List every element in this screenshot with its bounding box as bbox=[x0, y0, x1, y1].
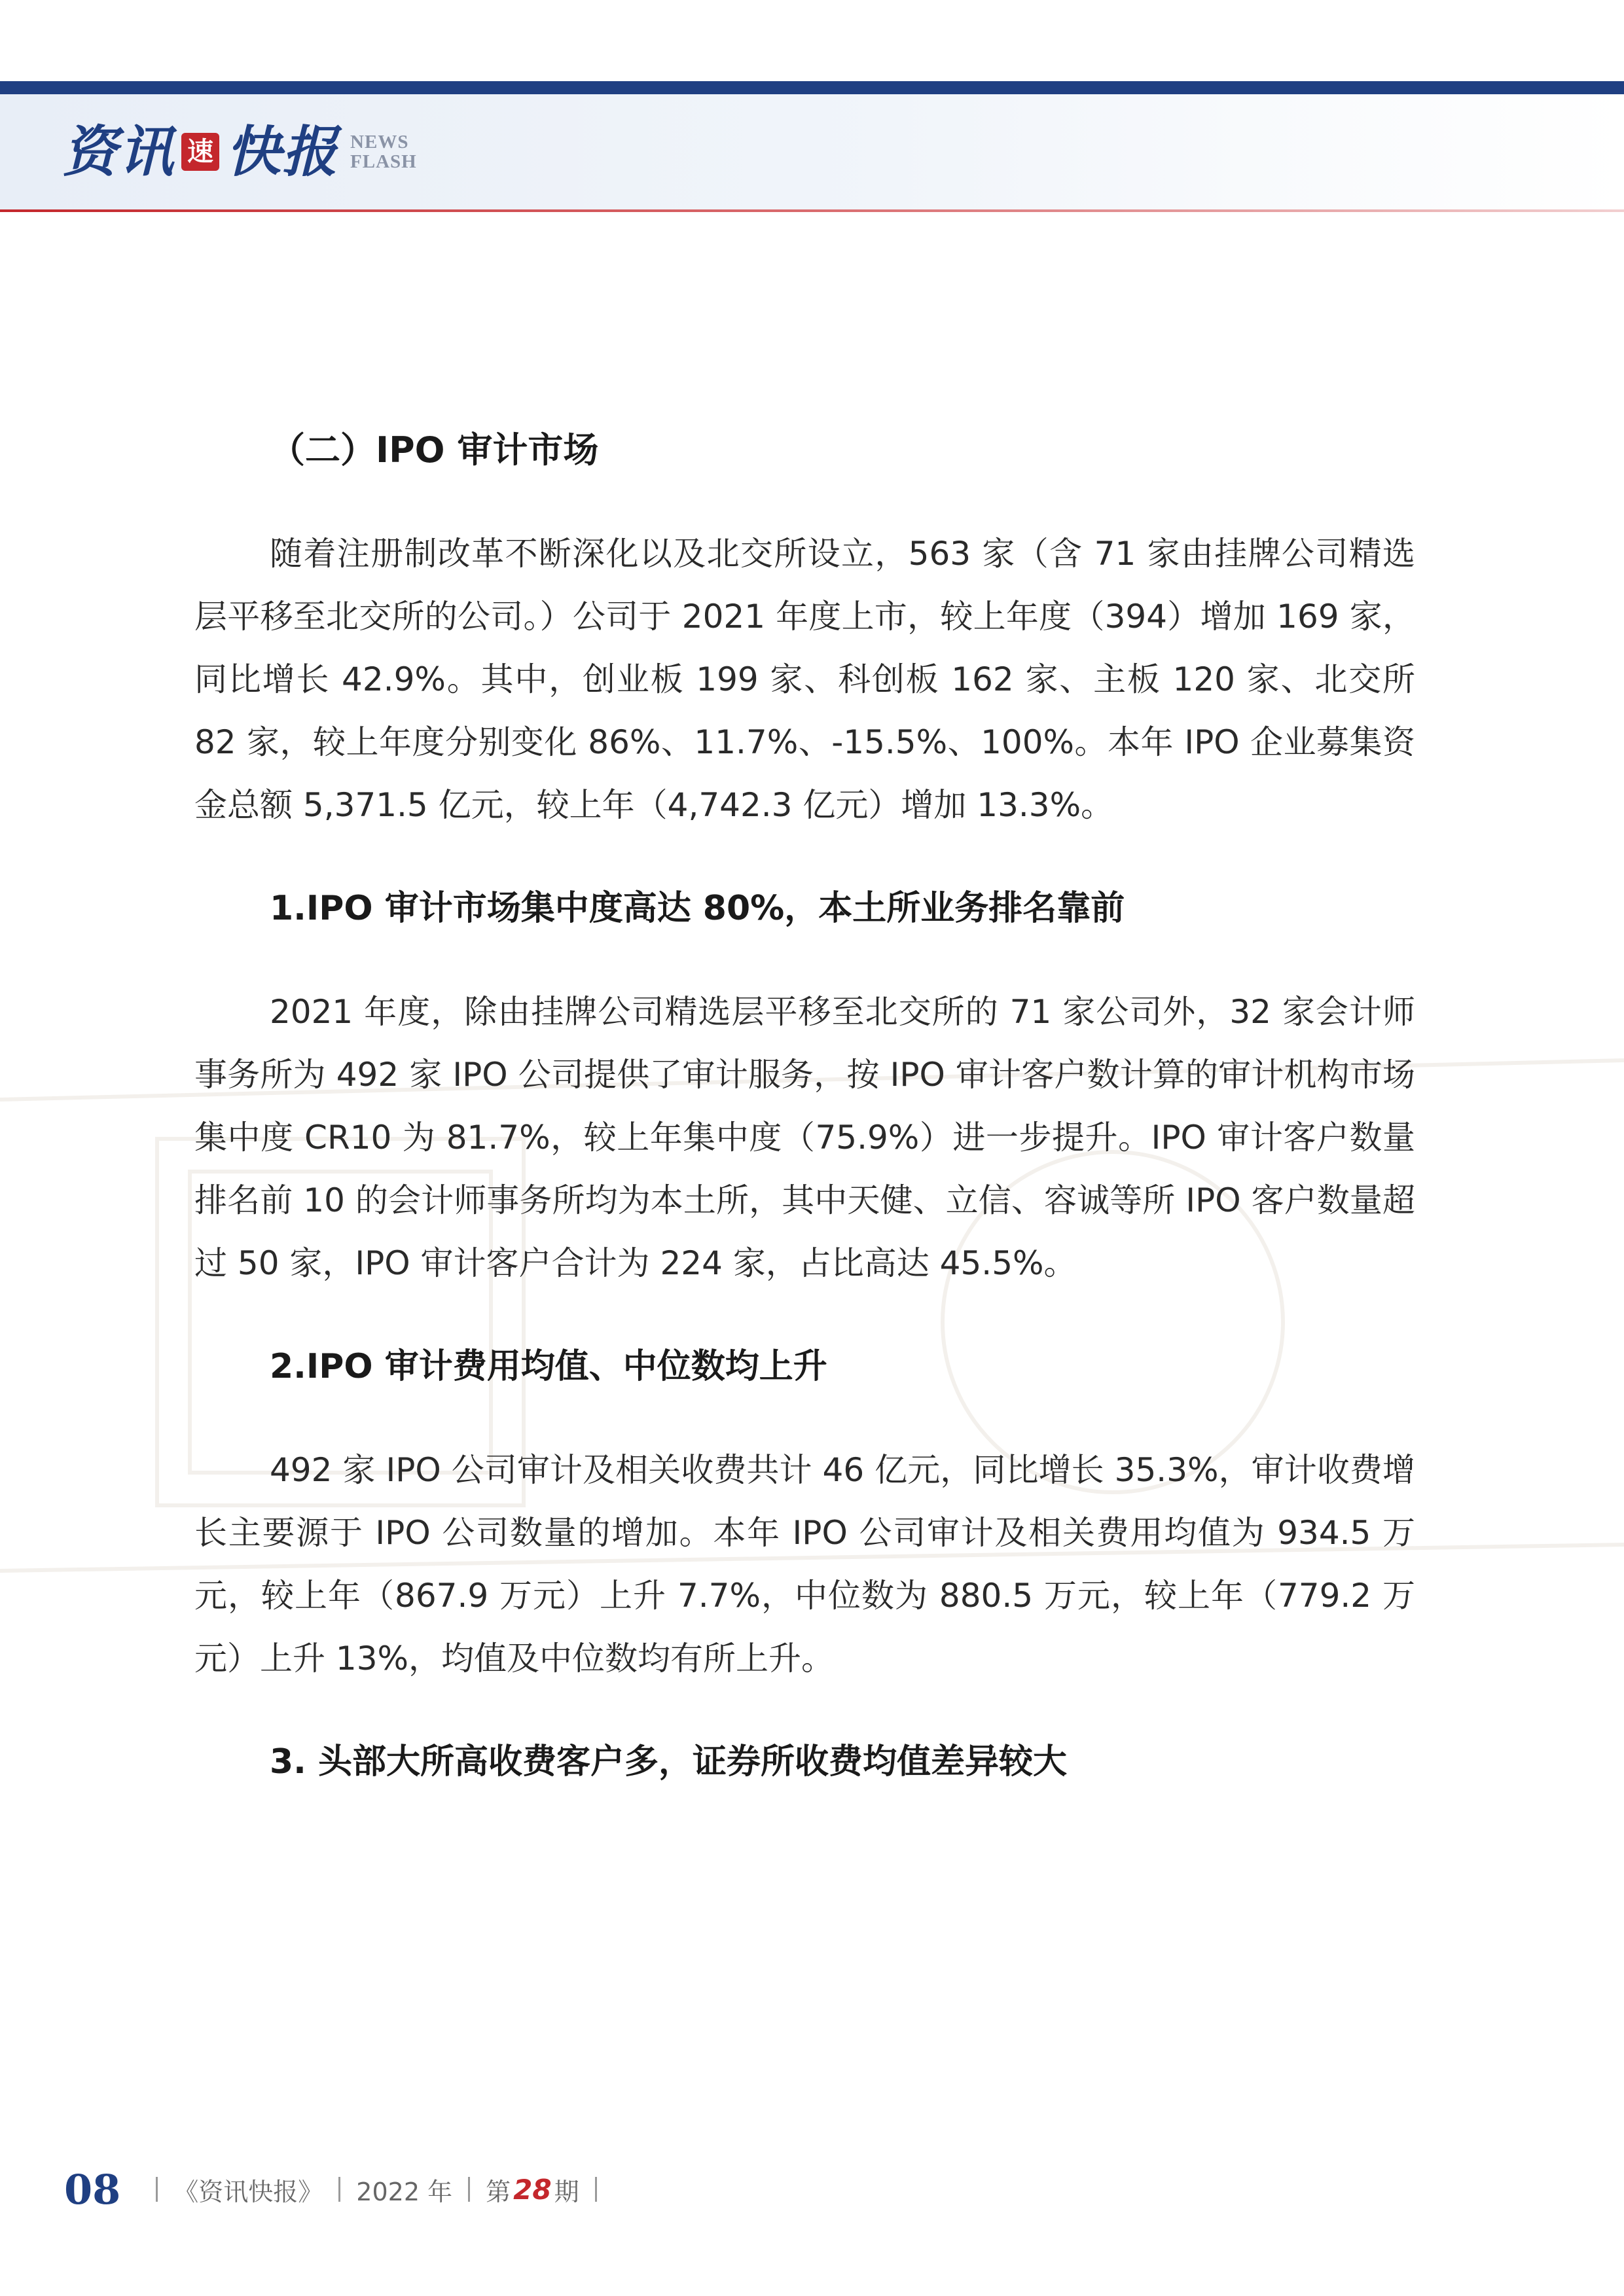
footer-divider bbox=[468, 2177, 470, 2202]
brand-seal-icon: 速 bbox=[181, 133, 219, 171]
brand-word-left: 资讯 bbox=[62, 119, 175, 184]
brand-english bbox=[350, 132, 417, 171]
subsection-2-paragraph: 492 家 IPO 公司审计及相关收费共计 46 亿元，同比增长 35.3%，审计收费增长主要源于 IPO 公司数量的增加。本年 IPO 公司审计及相关费用均值为 934.5 万元，较上年（867.9 万元）上升 7.7%，中位数为 880.5 万元，较上年（779.2 万元）上升 13%，均值及中位数均有所上升。 bbox=[194, 1451, 1415, 1677]
article-body bbox=[194, 419, 1415, 1834]
section-title: （二）IPO 审计市场 bbox=[270, 429, 599, 471]
intro-paragraph: 随着注册制改革不断深化以及北交所设立，563 家（含 71 家由挂牌公司精选层平移至北交所的公司。）公司于 2021 年度上市，较上年度（394）增加 169 家，同比增长 42.9%。其中，创业板 199 家、科创板 162 家、主板 120 家、北交所 82 家，较上年度分别变化 86%、11.7%、-15.5%、100%。本年 IPO 企业募集资金总额 5,371.5 亿元，较上年（4,742.3 亿元）增加 13.3%。 bbox=[194, 535, 1415, 824]
publication-year: 2022 年 bbox=[356, 2177, 453, 2206]
header-bottom-rule bbox=[0, 209, 1624, 212]
brand-logo bbox=[62, 113, 417, 191]
header-top-rule bbox=[0, 81, 1624, 94]
page-footer bbox=[64, 2160, 613, 2219]
subsection-3-title: 3. 头部大所高收费客户多，证券所收费均值差异较大 bbox=[270, 1742, 1068, 1782]
footer-divider bbox=[595, 2177, 597, 2202]
issue-suffix: 期 bbox=[554, 2177, 579, 2206]
page-number: 08 bbox=[64, 2165, 121, 2214]
brand-word-right: 快报 bbox=[226, 119, 339, 184]
footer-divider bbox=[156, 2177, 158, 2202]
subsection-1-paragraph: 2021 年度，除由挂牌公司精选层平移至北交所的 71 家公司外，32 家会计师事务所为 492 家 IPO 公司提供了审计服务，按 IPO 审计客户数计算的审计机构市场集中度 CR10 为 81.7%，较上年集中度（75.9%）进一步提升。IPO 审计客户数量排名前 10 的会计师事务所均为本土所，其中天健、立信、容诚等所 IPO 客户数量超过 50 家，IPO 审计客户合计为 224 家，占比高达 45.5%。 bbox=[194, 993, 1415, 1282]
publication-name: 《资讯快报》 bbox=[173, 2177, 323, 2206]
subsection-2-title: 2.IPO 审计费用均值、中位数均上升 bbox=[270, 1347, 827, 1386]
issue-prefix: 第 bbox=[486, 2177, 511, 2206]
subsection-1-title: 1.IPO 审计市场集中度高达 80%，本土所业务排名靠前 bbox=[270, 889, 1125, 928]
brand-english-line1: NEWS bbox=[350, 132, 409, 152]
brand-english-line2: FLASH bbox=[350, 151, 417, 172]
footer-divider bbox=[338, 2177, 340, 2202]
issue-number: 28 bbox=[513, 2173, 552, 2206]
